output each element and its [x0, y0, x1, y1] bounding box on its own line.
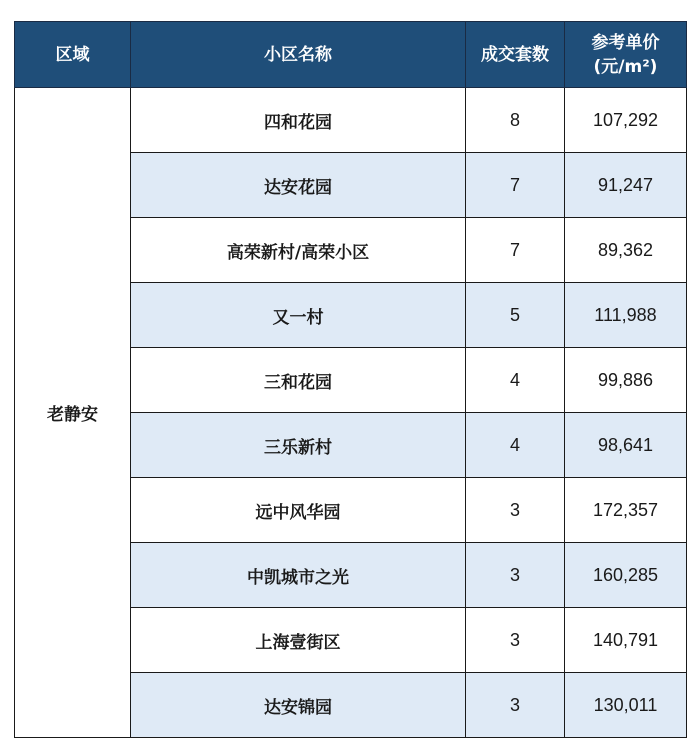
community-name: 达安锦园	[131, 673, 466, 738]
reference-price: 98,641	[565, 413, 687, 478]
community-name: 上海壹街区	[131, 608, 466, 673]
reference-price: 91,247	[565, 153, 687, 218]
reference-price: 107,292	[565, 88, 687, 153]
reference-price: 99,886	[565, 348, 687, 413]
community-name: 四和花园	[131, 88, 466, 153]
deal-count: 3	[466, 543, 565, 608]
header-price-unit: (元/m²)	[593, 56, 658, 77]
header-reference-price	[565, 22, 687, 88]
community-name: 中凯城市之光	[131, 543, 466, 608]
deal-count: 5	[466, 283, 565, 348]
reference-price: 89,362	[565, 218, 687, 283]
deal-count: 4	[466, 348, 565, 413]
deal-count: 8	[466, 88, 565, 153]
header-community: 小区名称	[131, 22, 466, 88]
deal-count: 3	[466, 478, 565, 543]
deal-count: 3	[466, 673, 565, 738]
header-row	[15, 22, 687, 88]
table-row	[15, 88, 687, 153]
community-name: 高荣新村/高荣小区	[131, 218, 466, 283]
reference-price: 160,285	[565, 543, 687, 608]
deal-count: 3	[466, 608, 565, 673]
community-name: 三和花园	[131, 348, 466, 413]
deal-count: 7	[466, 218, 565, 283]
deal-count: 7	[466, 153, 565, 218]
community-name: 又一村	[131, 283, 466, 348]
header-deal-count: 成交套数	[466, 22, 565, 88]
header-price-title: 参考单价	[591, 32, 660, 53]
reference-price: 172,357	[565, 478, 687, 543]
deal-count: 4	[466, 413, 565, 478]
deals-table	[14, 21, 687, 738]
community-name: 达安花园	[131, 153, 466, 218]
region-cell: 老静安	[15, 88, 131, 738]
community-name: 远中风华园	[131, 478, 466, 543]
community-name: 三乐新村	[131, 413, 466, 478]
reference-price: 140,791	[565, 608, 687, 673]
reference-price: 111,988	[565, 283, 687, 348]
header-region: 区域	[15, 22, 131, 88]
reference-price: 130,011	[565, 673, 687, 738]
